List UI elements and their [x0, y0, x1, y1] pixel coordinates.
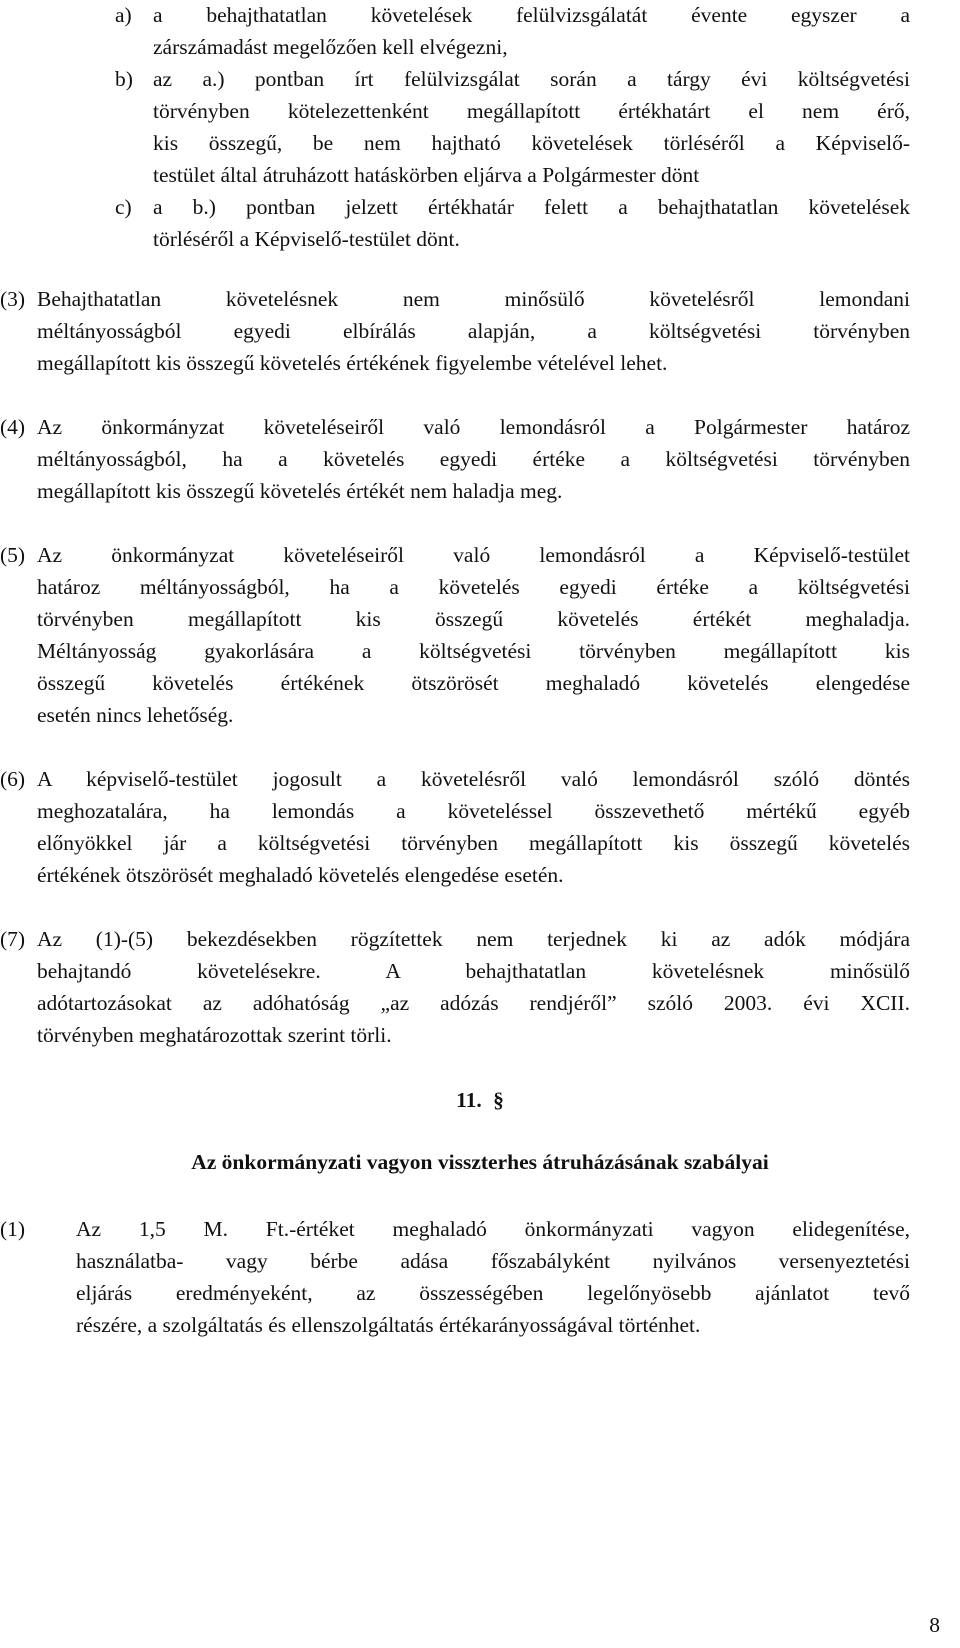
section-paragraph-1-line-4: részére, a szolgáltatás és ellenszolgáltatás értékarányosságával történhet.	[76, 1313, 701, 1337]
paragraph-6-line-4: értékének ötszörösét meghaladó követelés elengedése esetén.	[37, 863, 564, 887]
item-b-line-3: kis összegű, be nem hajtható követelések törléséről a Képviselő-	[153, 131, 910, 155]
item-c-marker: c)	[115, 195, 132, 219]
paragraph-5-line-5: összegű követelés értékének ötszörösét meghaladó követelés elengedése	[37, 671, 910, 695]
paragraph-4-line-2: méltányosságból, ha a követelés egyedi értéke a költségvetési törvényben	[37, 447, 910, 471]
paragraph-5-marker: (5)	[0, 543, 26, 567]
paragraph-6-line-3: előnyökkel jár a költségvetési törvényben megállapított kis összegű követelés	[37, 831, 910, 855]
paragraph-5-line-2: határoz méltányosságból, ha a követelés egyedi értéke a költségvetési	[37, 575, 910, 599]
page-number: 8	[929, 1613, 940, 1637]
paragraph-3-line-1: Behajthatatlan követelésnek nem minősülő követelésről lemondani	[37, 287, 910, 311]
paragraph-7-line-2: behajtandó követelésekre. A behajthatatlan követelésnek minősülő	[37, 959, 910, 983]
section-paragraph-1-line-1: Az 1,5 M. Ft.-értéket meghaladó önkormányzati vagyon elidegenítése,	[76, 1217, 910, 1241]
item-a-marker: a)	[115, 3, 132, 27]
section-number-heading	[0, 1086, 960, 1114]
item-c-line-1: a b.) pontban jelzett értékhatár felett a behajthatatlan követelések	[153, 195, 910, 219]
paragraph-5-line-6: esetén nincs lehetőség.	[37, 703, 234, 727]
item-c-line-2: törléséről a Képviselő-testület dönt.	[153, 227, 460, 251]
section-paragraph-1-marker: (1)	[0, 1217, 26, 1241]
paragraph-7-line-4: törvényben meghatározottak szerint törli.	[37, 1023, 392, 1047]
paragraph-4-line-1: Az önkormányzat követeléseiről való lemondásról a Polgármester határoz	[37, 415, 910, 439]
section-paragraph-1-line-2: használatba- vagy bérbe adása főszabályként nyilvános versenyeztetési	[76, 1249, 910, 1273]
paragraph-3-line-2: méltányosságból egyedi elbírálás alapján, a költségvetési törvényben	[37, 319, 910, 343]
paragraph-5-line-4: Méltányosság gyakorlására a költségvetési törvényben megállapított kis	[37, 639, 910, 663]
paragraph-5-line-1: Az önkormányzat követeléseiről való lemondásról a Képviselő-testület	[37, 543, 910, 567]
paragraph-7-marker: (7)	[0, 927, 26, 951]
paragraph-5-line-3: törvényben megállapított kis összegű követelés értékét meghaladja.	[37, 607, 910, 631]
item-a-line-2: zárszámadást megelőzően kell elvégezni,	[153, 35, 508, 59]
section-number: 11.	[456, 1088, 482, 1112]
paragraph-4-line-3: megállapított kis összegű követelés értékét nem haladja meg.	[37, 479, 563, 503]
paragraph-7-line-3: adótartozásokat az adóhatóság „az adózás rendjéről” szóló 2003. évi XCII.	[37, 991, 910, 1015]
item-b-line-4: testület által átruházott hatáskörben eljárva a Polgármester dönt	[153, 163, 700, 187]
item-b-line-2: törvényben kötelezettenként megállapított értékhatárt el nem érő,	[153, 99, 910, 123]
paragraph-3-line-3: megállapított kis összegű követelés értékének figyelembe vételével lehet.	[37, 351, 668, 375]
section-sign: §	[493, 1088, 504, 1112]
paragraph-6-line-1: A képviselő-testület jogosult a követelésről való lemondásról szóló döntés	[37, 767, 910, 791]
paragraph-6-marker: (6)	[0, 767, 26, 791]
section-paragraph-1-line-3: eljárás eredményeként, az összességében legelőnyösebb ajánlatot tevő	[76, 1281, 910, 1305]
paragraph-6-line-2: meghozatalára, ha lemondás a követeléssel összevethető mértékű egyéb	[37, 799, 910, 823]
section-title: Az önkormányzati vagyon visszterhes átruházásának szabályai	[191, 1150, 769, 1174]
paragraph-3-marker: (3)	[0, 287, 26, 311]
item-b-marker: b)	[115, 67, 133, 91]
item-b-line-1: az a.) pontban írt felülvizsgálat során a tárgy évi költségvetési	[153, 67, 910, 91]
paragraph-7-line-1: Az (1)-(5) bekezdésekben rögzítettek nem terjednek ki az adók módjára	[37, 927, 910, 951]
item-a-line-1: a behajthatatlan követelések felülvizsgálatát évente egyszer a	[153, 3, 910, 27]
paragraph-4-marker: (4)	[0, 415, 26, 439]
